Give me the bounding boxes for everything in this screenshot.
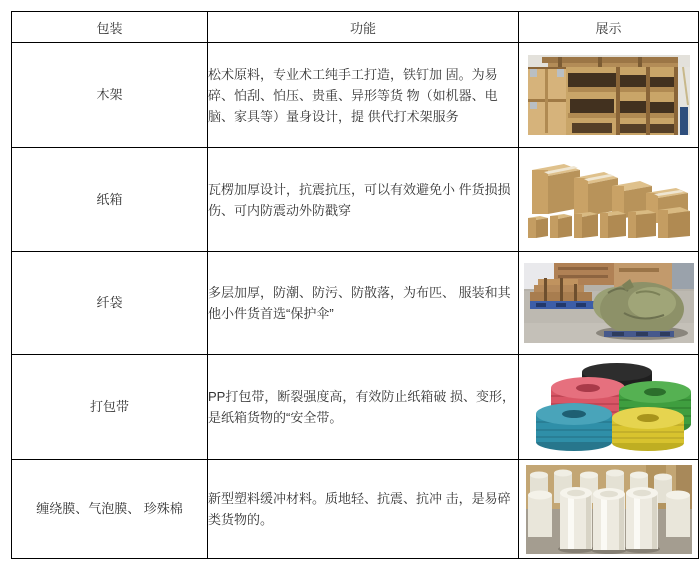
wooden-crates-image [528, 55, 690, 135]
package-name-cell: 纤袋 [12, 252, 208, 355]
package-name-cell: 木架 [12, 43, 208, 148]
function-text-cell: 瓦楞加厚设计，抗震抗压，可以有效避免小 件货损损伤、可内防震动外防戳穿 [208, 148, 519, 252]
table-row [12, 148, 699, 252]
fiber-bag-image [524, 263, 694, 343]
function-text-cell: 多层加厚，防潮、防污、防散落，为布匹、 服装和其他小件货首选“保护伞” [208, 252, 519, 355]
package-name-cell: 缠绕膜、气泡膜、 珍殊棉 [12, 460, 208, 559]
package-name-cell: 打包带 [12, 355, 208, 460]
table-row [12, 43, 699, 148]
function-text-cell: PP打包带，断裂强度高，有效防止纸箱破 损、变形，是纸箱货物的“安全带。 [208, 355, 519, 460]
table-row [12, 355, 699, 460]
strap-rolls-image [524, 362, 693, 452]
table-row [12, 252, 699, 355]
film-rolls-image [526, 465, 692, 554]
cardboard-boxes-image [524, 156, 694, 244]
header-cell-display: 展示 [519, 12, 699, 43]
table-header-row [12, 12, 699, 43]
packaging-table [11, 11, 699, 559]
table-row [12, 460, 699, 559]
package-name-cell: 纸箱 [12, 148, 208, 252]
display-image-cell [519, 252, 699, 355]
display-image-cell [519, 43, 699, 148]
header-cell-function: 功能 [208, 12, 519, 43]
function-text-cell: 新型塑料缓冲材料。质地轻、抗震、抗冲 击，是易碎类货物的。 [208, 460, 519, 559]
header-cell-package: 包装 [12, 12, 208, 43]
display-image-cell [519, 460, 699, 559]
display-image-cell [519, 355, 699, 460]
function-text-cell: 松术原料，专业术工纯手工打造，铁钉加 固。为易碎、怕刮、怕压、贵重、异形等货 物（如机器、电脑、家具等）量身设计，提 供代打术架服务 [208, 43, 519, 148]
display-image-cell [519, 148, 699, 252]
